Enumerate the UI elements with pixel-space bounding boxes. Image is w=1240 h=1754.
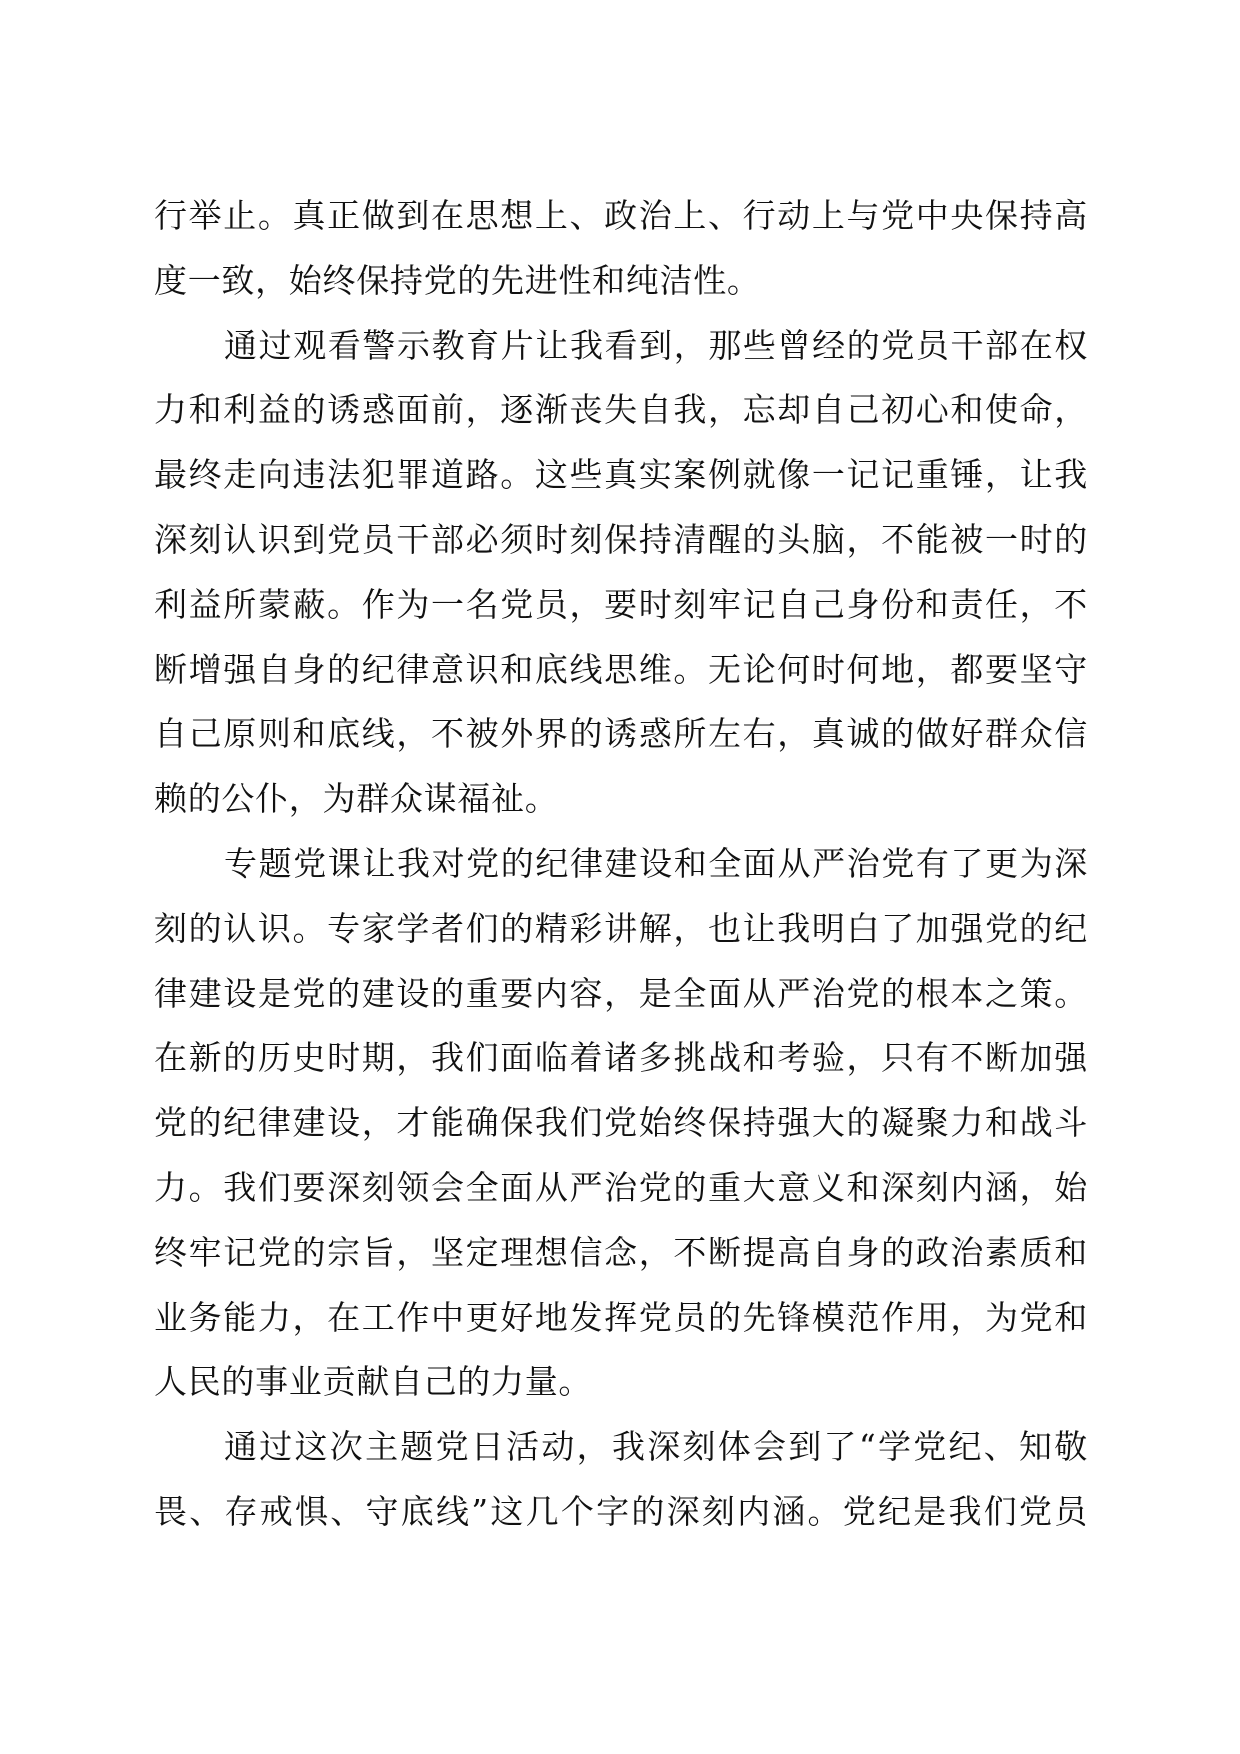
text-line: 赖的公仆，为群众谋福祉。 <box>154 779 559 819</box>
text-line: 刻的认识。专家学者们的精彩讲解，也让我明白了加强党的纪 <box>154 908 1088 948</box>
text-line: 深刻认识到党员干部必须时刻保持清醒的头脑，不能被一时的 <box>154 519 1088 559</box>
text-line: 人民的事业贡献自己的力量。 <box>154 1362 593 1402</box>
paragraph-first-line: 专题党课让我对党的纪律建设和全面从严治党有了更为深 <box>224 843 1088 883</box>
text-line: 畏、存戒惧、守底线”这几个字的深刻内涵。党纪是我们党员 <box>154 1491 1088 1531</box>
text-line: 自己原则和底线，不被外界的诱惑所左右，真诚的做好群众信 <box>154 714 1088 754</box>
paragraph-first-line: 通过观看警示教育片让我看到，那些曾经的党员干部在权 <box>224 325 1088 365</box>
text-line: 党的纪律建设，才能确保我们党始终保持强大的凝聚力和战斗 <box>154 1103 1088 1143</box>
text-line: 力和利益的诱惑面前，逐渐丧失自我，忘却自己初心和使命， <box>154 390 1088 430</box>
text-line: 利益所蒙蔽。作为一名党员，要时刻牢记自己身份和责任，不 <box>154 584 1088 624</box>
text-line: 度一致，始终保持党的先进性和纯洁性。 <box>154 260 761 300</box>
text-line: 终牢记党的宗旨，坚定理想信念，不断提高自身的政治素质和 <box>154 1232 1088 1272</box>
text-line: 行举止。真正做到在思想上、政治上、行动上与党中央保持高 <box>154 196 1088 235</box>
text-line: 力。我们要深刻领会全面从严治党的重大意义和深刻内涵，始 <box>154 1167 1088 1207</box>
text-line: 最终走向违法犯罪道路。这些真实案例就像一记记重锤，让我 <box>154 455 1088 495</box>
text-line: 断增强自身的纪律意识和底线思维。无论何时何地，都要坚守 <box>154 649 1088 689</box>
paragraph-first-line: 通过这次主题党日活动，我深刻体会到了“学党纪、知敬 <box>224 1427 1088 1467</box>
document-body <box>154 184 1088 1545</box>
text-line: 律建设是党的建设的重要内容，是全面从严治党的根本之策。 <box>154 973 1088 1013</box>
text-line: 在新的历史时期，我们面临着诸多挑战和考验，只有不断加强 <box>154 1038 1088 1078</box>
text-line: 业务能力，在工作中更好地发挥党员的先锋模范作用，为党和 <box>154 1297 1088 1337</box>
